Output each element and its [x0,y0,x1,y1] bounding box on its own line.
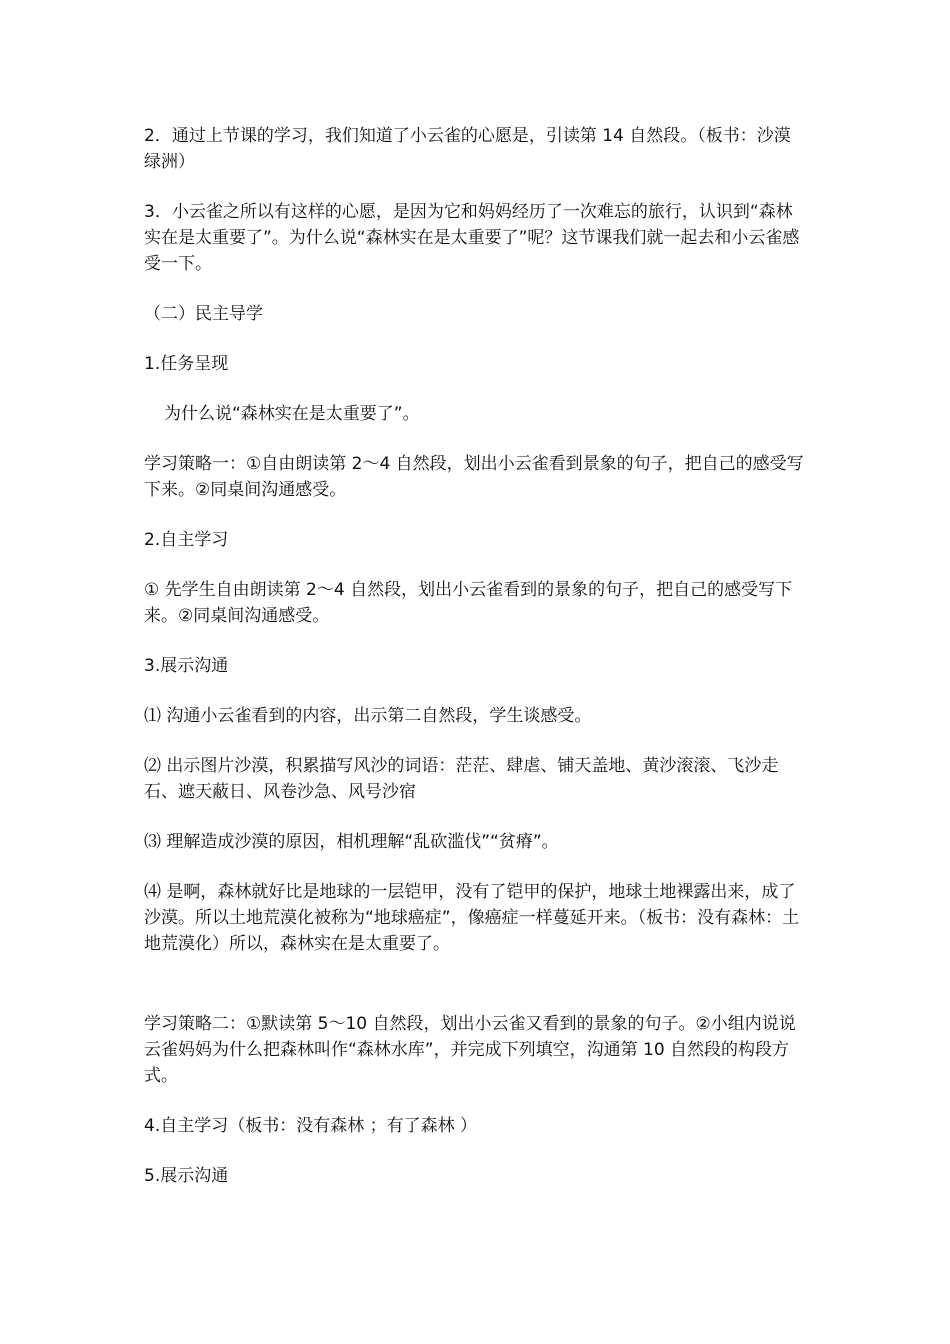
step-heading-presentation: 3.展示沟通 [144,656,229,676]
learning-strategy-two: 学习策略二：①默读第 5～10 自然段，划出小云雀又看到的景象的句子。②小组内说说云雀妈妈为什么把森林叫作“森林水库”，并完成下列填空，沟通第 10 自然段的构段方式。 [144,1014,796,1086]
step-heading-self-study-2: 4.自主学习（板书：没有森林 ；有了森林 ） [144,1116,478,1136]
paragraph-lesson-intro: 3．小云雀之所以有这样的心愿，是因为它和妈妈经历了一次难忘的旅行，认识到“森林实在是太重要了”。为什么说“森林实在是太重要了”呢？这节课我们就一起去和小云雀感受一下。 [144,202,800,274]
step-heading-task: 1.任务呈现 [144,354,229,374]
paragraph-review-wish: 2．通过上节课的学习，我们知道了小云雀的心愿是，引读第 14 自然段。（板书：沙漠 绿洲） [144,126,791,172]
learning-strategy-one: 学习策略一：①自由朗读第 2～4 自然段，划出小云雀看到景象的句子，把自己的感受写下来。②同桌间沟通感受。 [144,454,804,500]
document-body [144,123,808,1213]
presentation-item-2: ⑵ 出示图片沙漠，积累描写风沙的词语：茫茫、肆虐、铺天盖地、黄沙滚滚、飞沙走石、遮天蔽日、风卷沙急、风号沙宿 [144,756,779,802]
section-heading-guided-learning: （二）民主导学 [144,304,263,324]
presentation-item-4: ⑷ 是啊，森林就好比是地球的一层铠甲，没有了铠甲的保护，地球土地裸露出来，成了沙漠。所以土地荒漠化被称为“地球癌症”，像癌症一样蔓延开来。（板书：没有森林：土地荒漠化）所以，森林实在是太重要了。 [144,882,800,954]
presentation-item-3: ⑶ 理解造成沙漠的原因，相机理解“乱砍滥伐”“贫瘠”。 [144,832,559,852]
blank-spacer [144,957,808,1011]
step-heading-presentation-2: 5.展示沟通 [144,1166,229,1186]
presentation-item-1: ⑴ 沟通小云雀看到的内容，出示第二自然段，学生谈感受。 [144,706,592,726]
step-heading-self-study: 2.自主学习 [144,530,229,550]
self-study-instructions: ① 先学生自由朗读第 2～4 自然段，划出小云雀看到的景象的句子，把自己的感受写下来。②同桌间沟通感受。 [144,580,793,626]
task-question: 为什么说“森林实在是太重要了”。 [164,404,420,424]
